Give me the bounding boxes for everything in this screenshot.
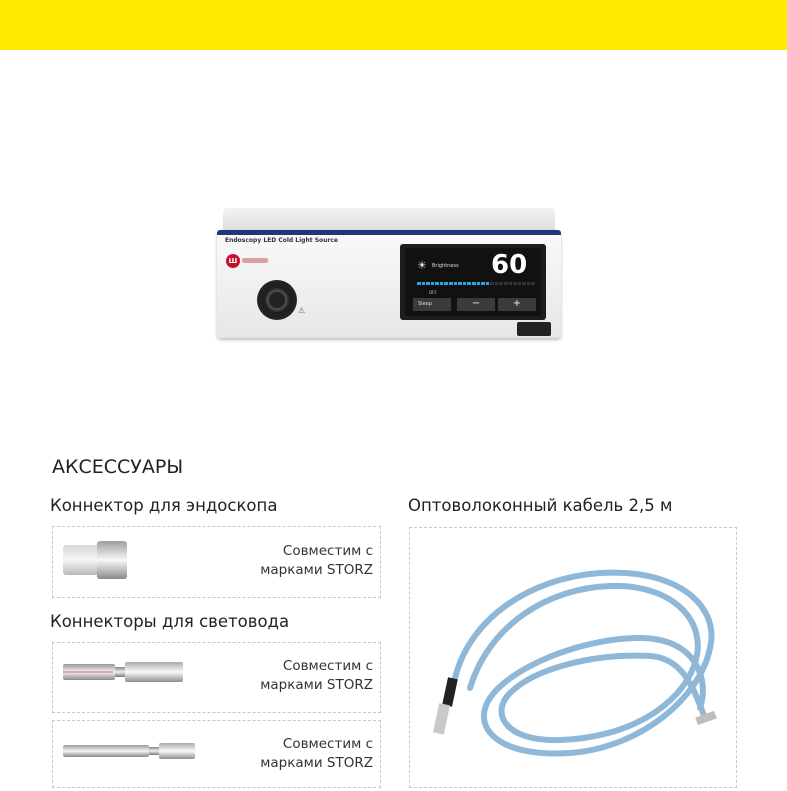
brightness-segment bbox=[490, 282, 494, 285]
scope-connector-image bbox=[63, 541, 127, 579]
screen-display bbox=[405, 248, 541, 316]
brightness-segment bbox=[431, 282, 435, 285]
device-stripe bbox=[217, 230, 561, 235]
brightness-bar bbox=[417, 282, 535, 285]
brightness-label: Brightness bbox=[432, 263, 459, 269]
brightness-segment bbox=[481, 282, 485, 285]
scope-connector-heading: Коннектор для эндоскопа bbox=[50, 496, 278, 515]
compat-text bbox=[260, 735, 373, 773]
device-foot bbox=[517, 322, 551, 336]
compat-line2: марками STORZ bbox=[260, 755, 373, 771]
compat-line1: Совместим с bbox=[282, 543, 373, 559]
light-guide-connector-card-1 bbox=[52, 642, 381, 713]
off-label: OFF bbox=[429, 290, 437, 295]
light-guide-connector-card-2 bbox=[52, 720, 381, 788]
brightness-value: 60 bbox=[491, 250, 528, 280]
compat-line1: Совместим с bbox=[282, 658, 373, 674]
brightness-segment bbox=[513, 282, 517, 285]
brightness-segment bbox=[477, 282, 481, 285]
compat-text bbox=[260, 657, 373, 695]
brightness-segment bbox=[509, 282, 513, 285]
compat-line1: Совместим с bbox=[282, 736, 373, 752]
light-guide-connector-image-2 bbox=[63, 743, 195, 759]
light-port bbox=[257, 280, 297, 320]
fiber-cable-heading: Оптоволоконный кабель 2,5 м bbox=[408, 496, 673, 515]
brand-logo-icon: Ш bbox=[226, 254, 240, 268]
brightness-segment bbox=[426, 282, 430, 285]
warning-icon: ⚠ bbox=[298, 306, 306, 315]
compat-text bbox=[260, 542, 373, 580]
brightness-segment bbox=[422, 282, 426, 285]
brightness-segment bbox=[531, 282, 535, 285]
brightness-segment bbox=[467, 282, 471, 285]
device-screen bbox=[400, 244, 546, 320]
brightness-segment bbox=[527, 282, 531, 285]
brightness-segment bbox=[472, 282, 476, 285]
top-banner bbox=[0, 0, 787, 50]
sun-icon: ☀ bbox=[417, 259, 427, 272]
sleep-button[interactable]: Sleep bbox=[413, 298, 451, 311]
compat-line2: марками STORZ bbox=[260, 562, 373, 578]
light-source-device bbox=[217, 208, 561, 343]
light-guide-connector-image-1 bbox=[63, 661, 183, 683]
brightness-segment bbox=[518, 282, 522, 285]
brightness-segment bbox=[458, 282, 462, 285]
brightness-segment bbox=[449, 282, 453, 285]
brightness-segment bbox=[522, 282, 526, 285]
brightness-segment bbox=[499, 282, 503, 285]
accessories-title: АКСЕССУАРЫ bbox=[52, 456, 184, 478]
device-title: Endoscopy LED Cold Light Source bbox=[225, 237, 338, 244]
brightness-segment bbox=[440, 282, 444, 285]
minus-button[interactable]: − bbox=[457, 298, 495, 311]
brightness-segment bbox=[495, 282, 499, 285]
brightness-segment bbox=[444, 282, 448, 285]
fiber-cable-image bbox=[410, 528, 736, 787]
brand-logo-text bbox=[242, 258, 268, 263]
compat-line2: марками STORZ bbox=[260, 677, 373, 693]
brightness-segment bbox=[454, 282, 458, 285]
scope-connector-card bbox=[52, 526, 381, 598]
brightness-segment bbox=[463, 282, 467, 285]
light-guide-heading: Коннекторы для световода bbox=[50, 612, 290, 631]
brightness-segment bbox=[435, 282, 439, 285]
brightness-segment bbox=[486, 282, 490, 285]
device-top bbox=[223, 208, 555, 232]
brightness-segment bbox=[504, 282, 508, 285]
fiber-cable-card bbox=[409, 527, 737, 788]
plus-button[interactable]: + bbox=[498, 298, 536, 311]
brightness-segment bbox=[417, 282, 421, 285]
